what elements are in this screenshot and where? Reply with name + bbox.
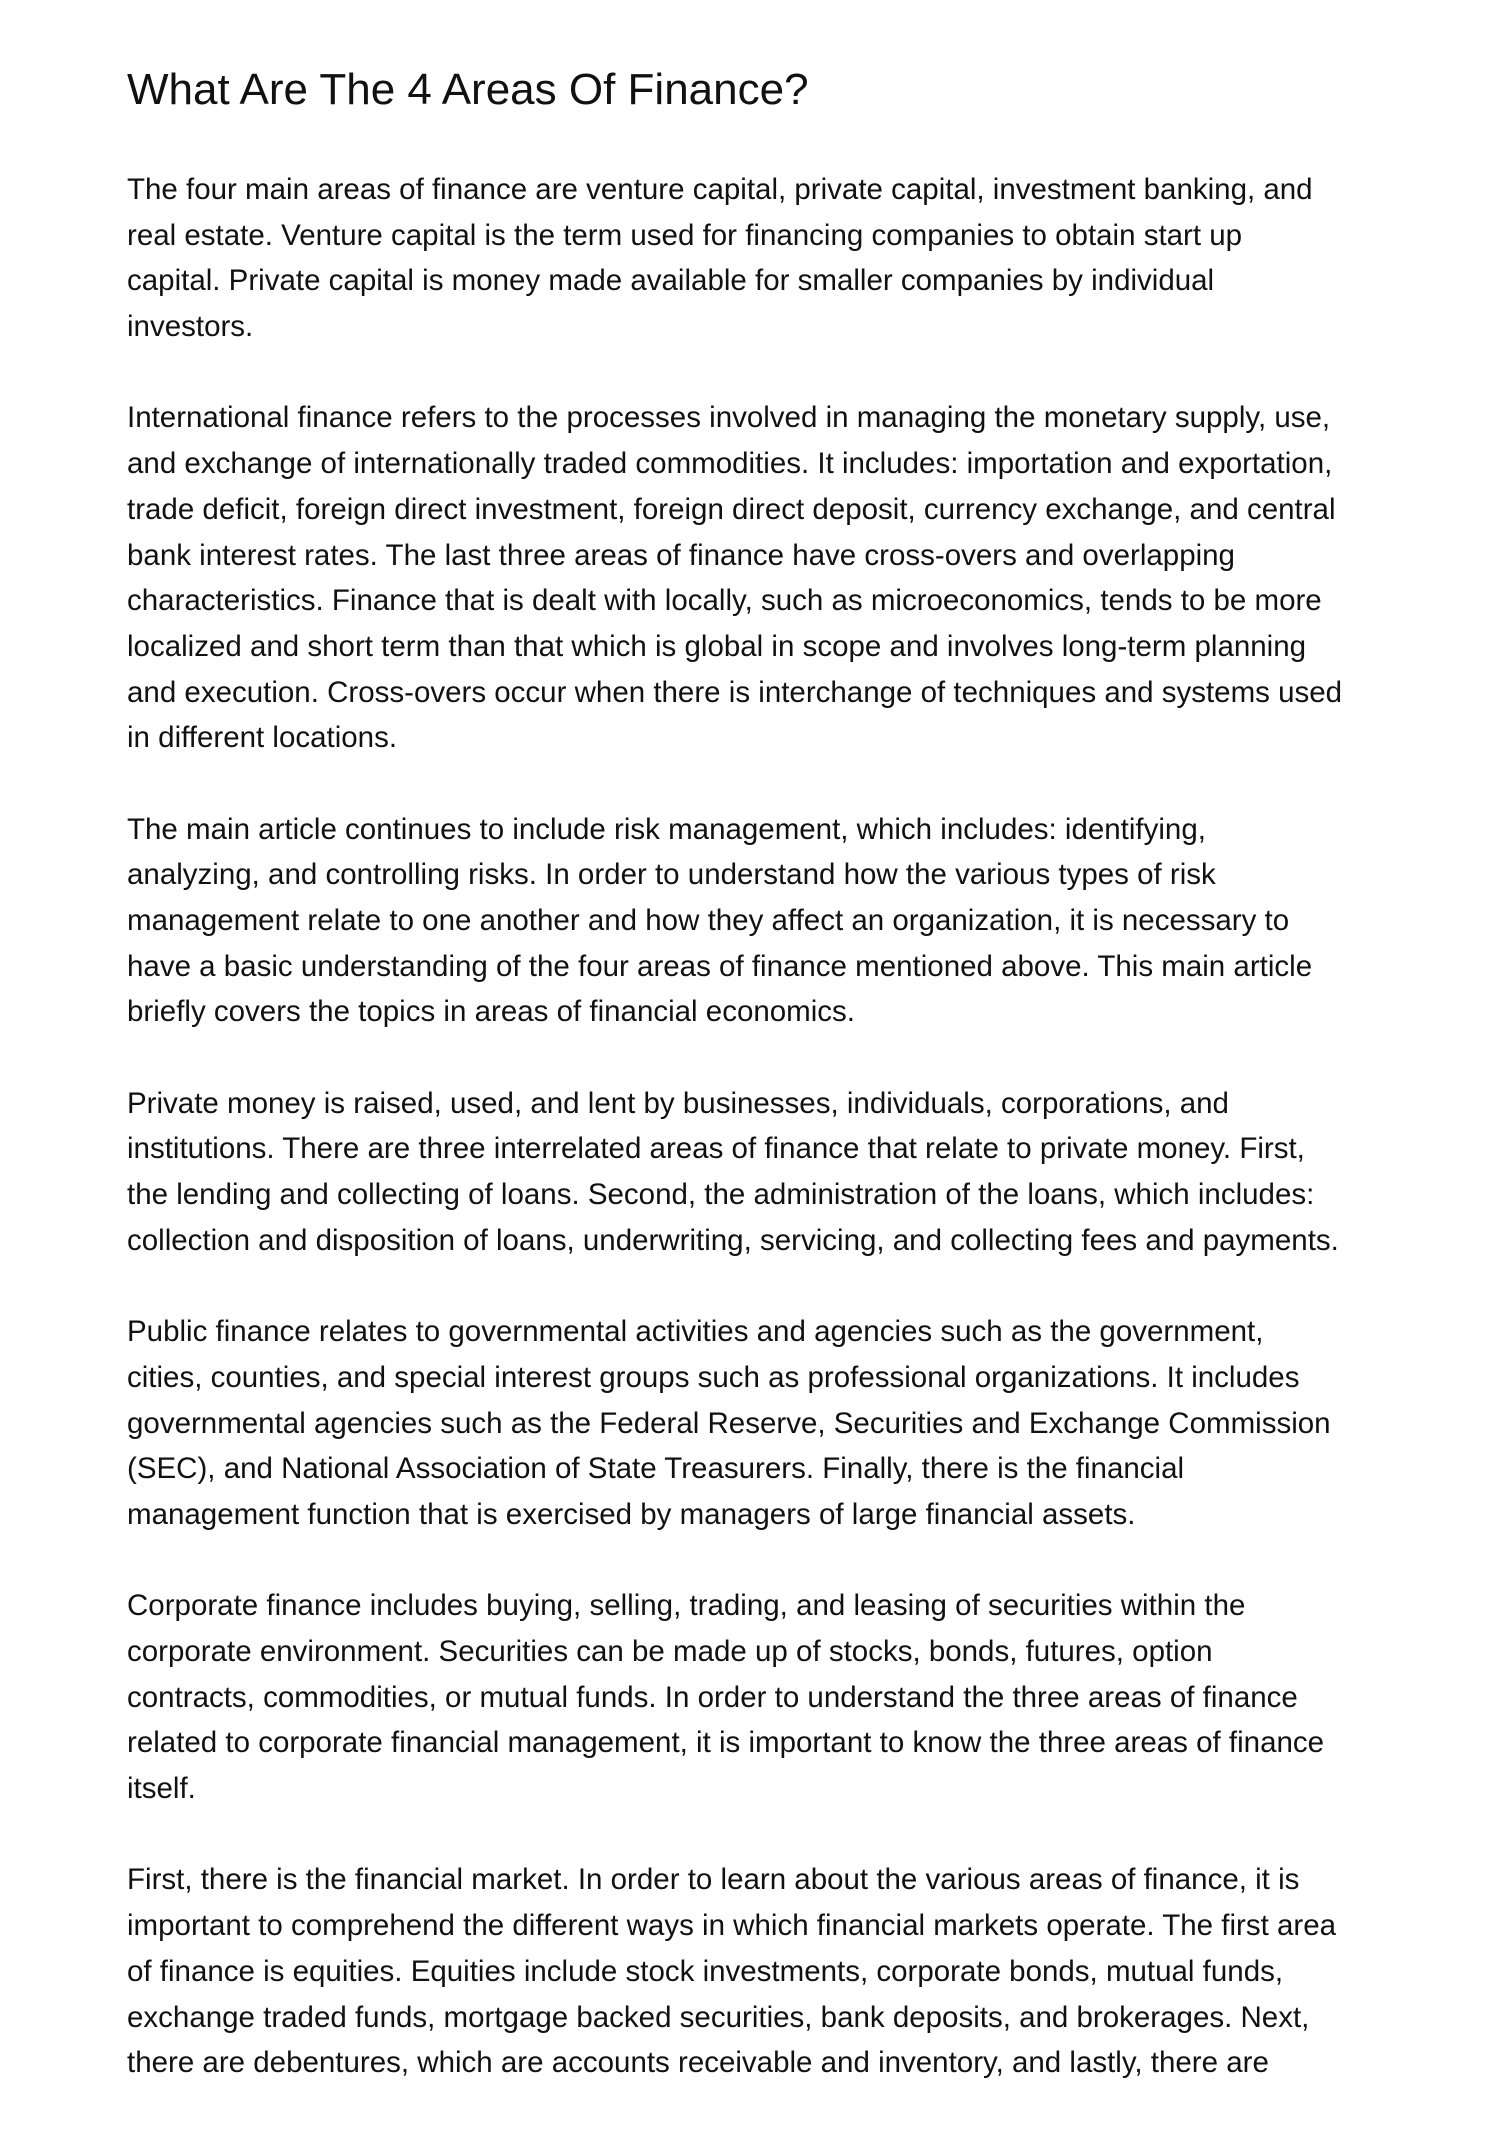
text-line: trade deficit, foreign direct investment, foreign direct deposit, currency exchange, and central <box>127 492 1336 526</box>
paragraph-private-money <box>127 1081 1342 1264</box>
text-line: characteristics. Finance that is dealt with locally, such as microeconomics, tends to be more <box>127 584 1322 618</box>
paragraph-corporate-finance <box>127 1583 1342 1811</box>
text-line: real estate. Venture capital is the term used for financing companies to obtain start up <box>127 218 1243 252</box>
text-line: there are debentures, which are accounts receivable and inventory, and lastly, there are <box>127 2046 1269 2080</box>
text-line: The main article continues to include risk management, which includes: identifying, <box>127 812 1206 846</box>
text-line: in different locations. <box>127 721 398 755</box>
text-line: corporate environment. Securities can be made up of stocks, bonds, futures, option <box>127 1635 1213 1668</box>
text-line: Private money is raised, used, and lent by businesses, individuals, corporations, and <box>127 1086 1229 1120</box>
page-title: What Are The 4 Areas Of Finance? <box>127 65 809 114</box>
text-line: briefly covers the topics in areas of financial economics. <box>127 995 856 1029</box>
text-line: localized and short term than that which is global in scope and involves long-term planning <box>127 629 1307 663</box>
text-line: investors. <box>127 310 254 344</box>
text-line: and execution. Cross-overs occur when there is interchange of techniques and systems used <box>127 675 1343 709</box>
text-line: the lending and collecting of loans. Second, the administration of the loans, which includes: <box>127 1178 1315 1212</box>
text-line: important to comprehend the different ways in which financial markets operate. The first area <box>127 1909 1337 1943</box>
text-line: First, there is the financial market. In order to learn about the various areas of finance, it is <box>127 1863 1300 1897</box>
text-line: Corporate finance includes buying, selling, trading, and leasing of securities within the <box>127 1589 1246 1623</box>
text-line: institutions. There are three interrelated areas of finance that relate to private money. First, <box>127 1132 1305 1166</box>
text-line: and exchange of internationally traded commodities. It includes: importation and exportation, <box>127 447 1333 481</box>
text-line: capital. Private capital is money made available for smaller companies by individual <box>127 264 1215 298</box>
text-line: The four main areas of finance are venture capital, private capital, investment banking, and <box>127 173 1313 206</box>
text-line: related to corporate financial management, it is important to know the three areas of finance <box>127 1726 1325 1760</box>
paragraph-international-finance <box>127 395 1342 761</box>
text-line: collection and disposition of loans, underwriting, servicing, and collecting fees and payments. <box>127 1223 1339 1257</box>
text-line: bank interest rates. The last three areas of finance have cross-overs and overlapping <box>127 538 1235 572</box>
paragraph-public-finance <box>127 1309 1342 1537</box>
text-line: management function that is exercised by managers of large financial assets. <box>127 1497 1136 1531</box>
text-line: analyzing, and controlling risks. In order to understand how the various types of risk <box>127 858 1216 892</box>
text-line: cities, counties, and special interest groups such as professional organizations. It includes <box>127 1360 1300 1394</box>
text-line: management relate to one another and how they affect an organization, it is necessary to <box>127 904 1290 937</box>
text-line: have a basic understanding of the four areas of finance mentioned above. This main article <box>127 949 1313 983</box>
article-body <box>127 167 1342 2132</box>
paragraph-financial-market <box>127 1857 1342 2085</box>
text-line: of finance is equities. Equities include stock investments, corporate bonds, mutual funds, <box>127 1954 1284 1988</box>
paragraph-risk-management <box>127 807 1342 1035</box>
text-line: International finance refers to the processes involved in managing the monetary supply, use, <box>127 401 1331 435</box>
text-line: (SEC), and National Association of State Treasurers. Finally, there is the financial <box>127 1452 1185 1486</box>
text-line: Public finance relates to governmental activities and agencies such as the government, <box>127 1315 1264 1349</box>
text-line: contracts, commodities, or mutual funds. In order to understand the three areas of finance <box>127 1680 1298 1714</box>
text-line: itself. <box>127 1772 196 1806</box>
text-line: exchange traded funds, mortgage backed securities, bank deposits, and brokerages. Next, <box>127 2000 1310 2034</box>
text-line: governmental agencies such as the Federal Reserve, Securities and Exchange Commission <box>127 1406 1331 1440</box>
paragraph-venture-private-capital <box>127 167 1342 350</box>
